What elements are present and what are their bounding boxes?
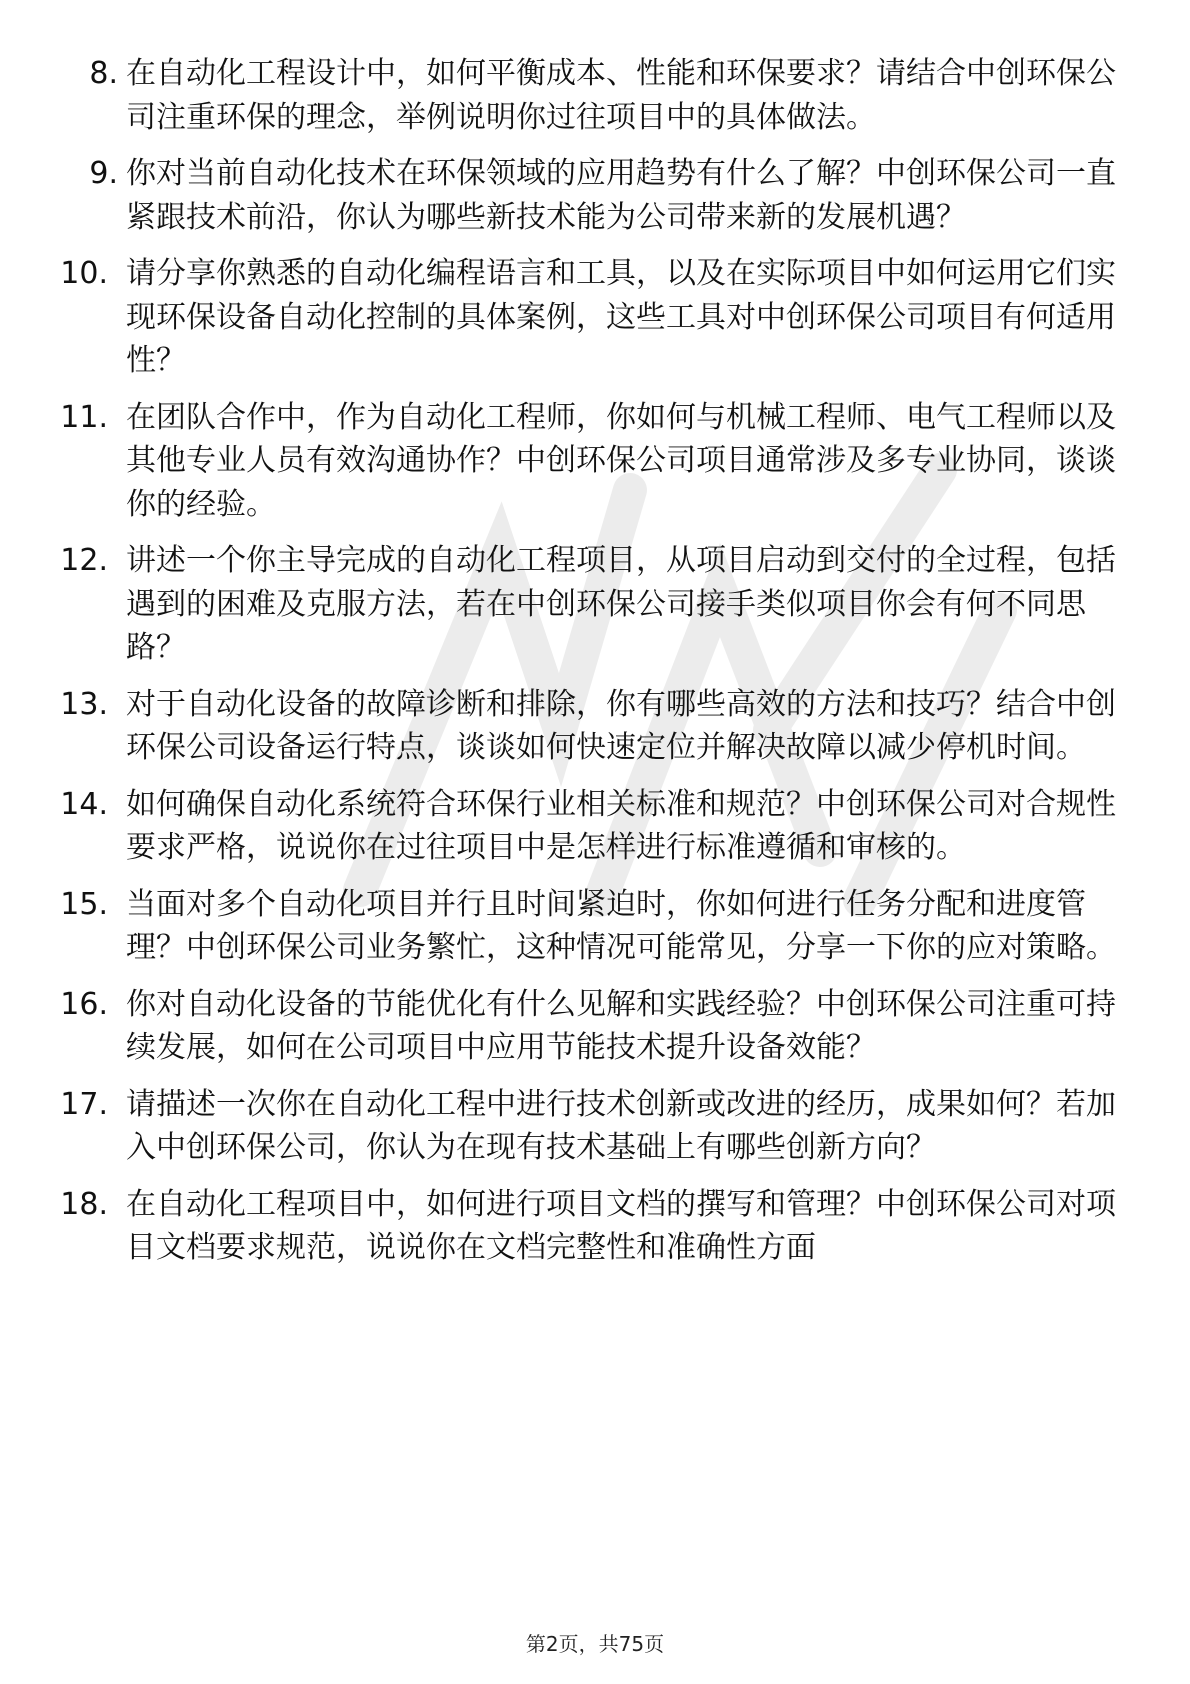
question-text: 对于自动化设备的故障诊断和排除，你有哪些高效的方法和技巧？结合中创环保公司设备运行特点，谈谈如何快速定位并解决故障以减少停机时间。 xyxy=(126,686,1116,765)
list-item xyxy=(68,52,1128,139)
question-text: 如何确保自动化系统符合环保行业相关标准和规范？中创环保公司对合规性要求严格，说说你在过往项目中是怎样进行标准遵循和审核的。 xyxy=(126,786,1116,865)
question-text: 你对自动化设备的节能优化有什么见解和实践经验？中创环保公司注重可持续发展，如何在公司项目中应用节能技术提升设备效能？ xyxy=(126,986,1116,1065)
question-text: 请描述一次你在自动化工程中进行技术创新或改进的经历，成果如何？若加入中创环保公司，你认为在现有技术基础上有哪些创新方向？ xyxy=(126,1086,1116,1165)
list-item xyxy=(60,983,1128,1070)
list-item xyxy=(60,252,1128,383)
question-number: 12. xyxy=(60,543,108,578)
list-item xyxy=(68,152,1128,239)
question-number: 11. xyxy=(60,399,108,435)
question-text: 在团队合作中，作为自动化工程师，你如何与机械工程师、电气工程师以及其他专业人员有效沟通协作？中创环保公司项目通常涉及多专业协同，谈谈你的经验。 xyxy=(126,399,1116,522)
question-list xyxy=(60,52,1128,1283)
question-number: 8. xyxy=(89,56,118,91)
question-text: 当面对多个自动化项目并行且时间紧迫时，你如何进行任务分配和进度管理？中创环保公司业务繁忙，这种情况可能常见，分享一下你的应对策略。 xyxy=(126,886,1116,965)
list-item xyxy=(60,883,1128,970)
list-item xyxy=(60,539,1128,670)
question-text: 在自动化工程项目中，如何进行项目文档的撰写和管理？中创环保公司对项目文档要求规范，说说你在文档完整性和准确性方面 xyxy=(126,1186,1116,1265)
question-number: 10. xyxy=(60,256,108,291)
question-number: 15. xyxy=(60,886,108,922)
question-text: 你对当前自动化技术在环保领域的应用趋势有什么了解？中创环保公司一直紧跟技术前沿，你认为哪些新技术能为公司带来新的发展机遇？ xyxy=(126,156,1116,235)
question-text: 在自动化工程设计中，如何平衡成本、性能和环保要求？请结合中创环保公司注重环保的理念，举例说明你过往项目中的具体做法。 xyxy=(126,56,1116,135)
question-number: 13. xyxy=(60,686,108,722)
list-item xyxy=(60,1083,1128,1170)
page-footer: 第2页，共75页 xyxy=(525,1632,665,1656)
question-number: 9. xyxy=(89,156,118,191)
list-item xyxy=(60,396,1128,527)
question-text: 讲述一个你主导完成的自动化工程项目，从项目启动到交付的全过程，包括遇到的困难及克服方法，若在中创环保公司接手类似项目你会有何不同思路？ xyxy=(126,543,1116,665)
list-item xyxy=(60,683,1128,770)
question-number: 16. xyxy=(60,986,108,1022)
question-number: 17. xyxy=(60,1086,108,1122)
question-number: 14. xyxy=(60,786,108,822)
list-item xyxy=(60,783,1128,870)
question-text: 请分享你熟悉的自动化编程语言和工具，以及在实际项目中如何运用它们实现环保设备自动化控制的具体案例，这些工具对中创环保公司项目有何适用性？ xyxy=(126,256,1116,378)
question-number: 18. xyxy=(60,1186,108,1222)
list-item xyxy=(60,1183,1128,1270)
